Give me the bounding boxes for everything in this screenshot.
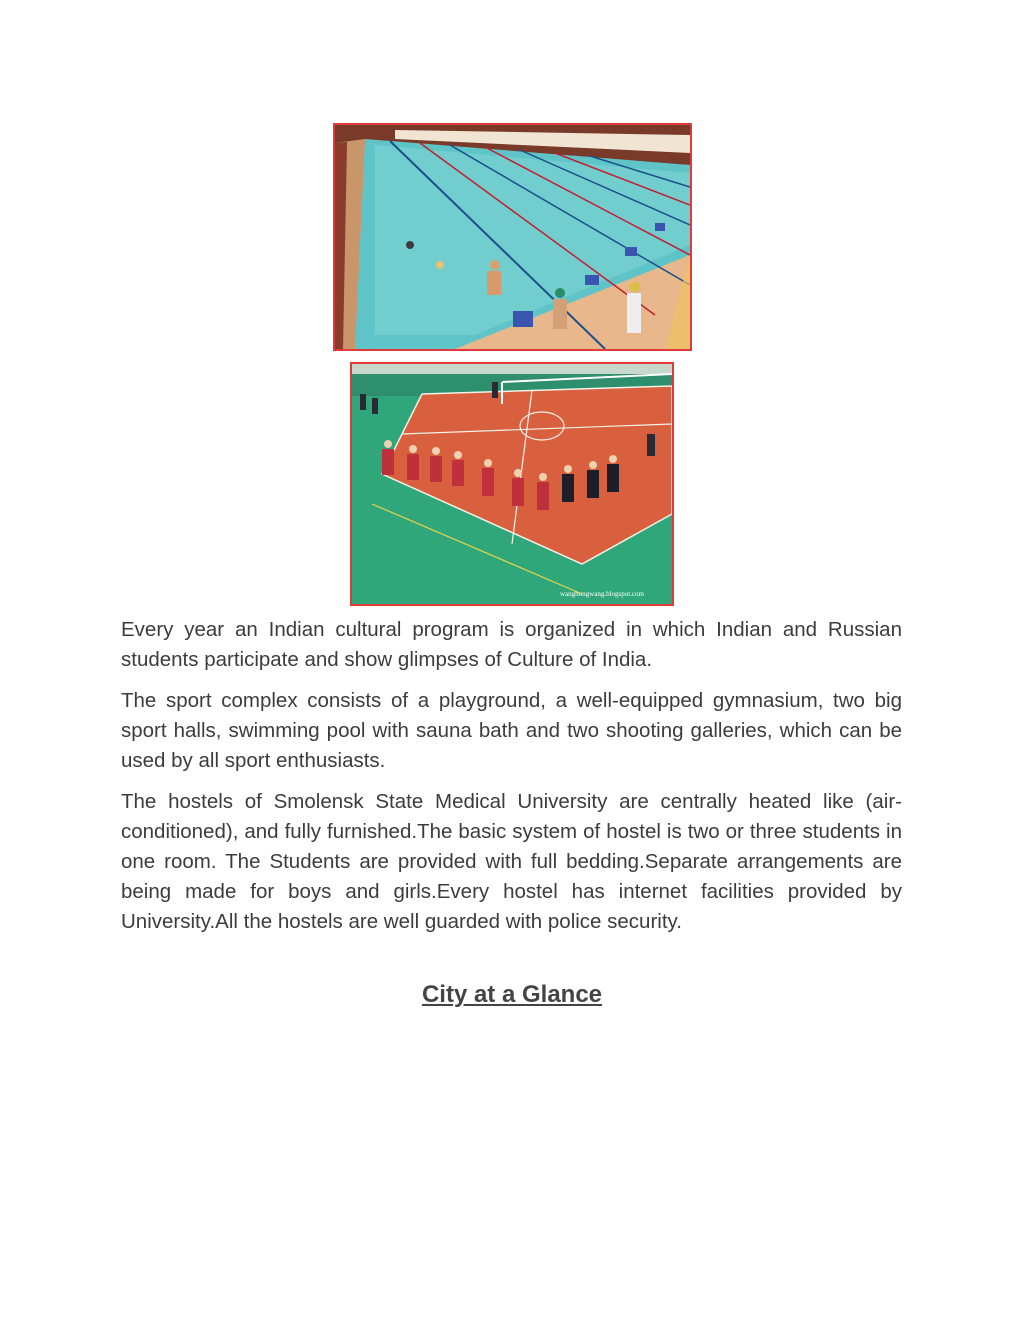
paragraph-hostels: The hostels of Smolensk State Medical University are centrally heated like (air-conditioned), and fully furnished.The basic system of hostel is two or three students in one room. The Students are provided with full bedding.Separate arrangements are being made for boys and girls.Every hostel has internet facilities provided by University.All the hostels are well guarded with police security. (121, 790, 902, 933)
paragraph-cultural-program: Every year an Indian cultural program is organized in which Indian and Russian students participate and show glimpses of Culture of India. (121, 618, 902, 671)
watermark-text: wanghongwang.blogspot.com (560, 590, 644, 598)
volleyball-court-photo (350, 362, 674, 606)
swimming-pool-photo (333, 123, 692, 351)
volleyball-court-illustration (352, 364, 672, 604)
paragraph-sport-complex: The sport complex consists of a playground, a well-equipped gymnasium, two big sport halls, swimming pool with sauna bath and two shooting galleries, which can be used by all sport enthusiasts. (121, 689, 902, 772)
section-heading: City at a Glance (421, 981, 603, 1008)
swimming-pool-illustration (335, 125, 690, 349)
